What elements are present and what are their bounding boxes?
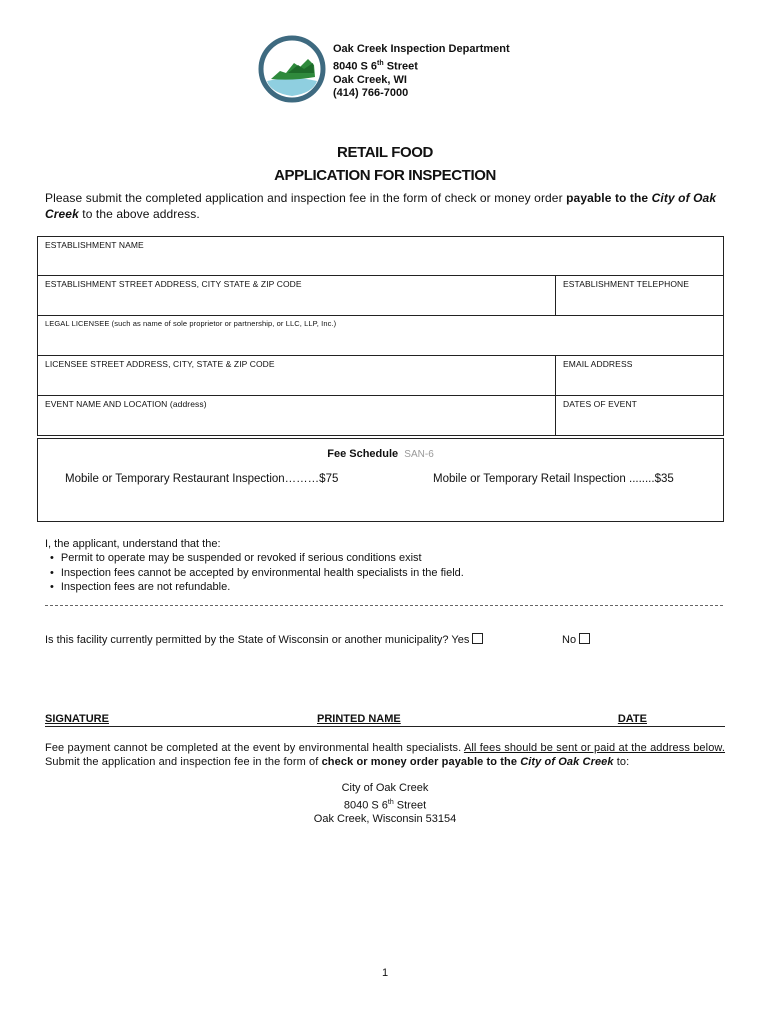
department-phone: (414) 766-7000 xyxy=(333,87,409,100)
department-name: Oak Creek Inspection Department xyxy=(333,43,510,55)
date-label: DATE xyxy=(617,713,647,725)
page-number: 1 xyxy=(381,967,389,979)
establishment-address-field[interactable]: ESTABLISHMENT STREET ADDRESS, CITY STATE & ZIP CODE xyxy=(38,276,556,316)
permitted-question-text: Is this facility currently permitted by the State of Wisconsin or another municipality? xyxy=(45,634,449,646)
list-item: • Inspection fees are not refundable. xyxy=(45,580,464,594)
mailing-city: Oak Creek, Wisconsin 53154 xyxy=(313,812,457,825)
fee-schedule-title: Fee Schedule SAN-6 xyxy=(327,448,434,460)
email-address-field[interactable]: EMAIL ADDRESS xyxy=(556,356,724,396)
establishment-name-field[interactable]: ESTABLISHMENT NAME xyxy=(38,237,724,276)
department-city: Oak Creek, WI xyxy=(333,73,407,86)
legal-licensee-field[interactable]: LEGAL LICENSEE (such as name of sole proprietor or partnership, or LLC, LLP, Inc.) xyxy=(38,316,724,356)
yes-label: Yes xyxy=(451,634,470,646)
event-name-location-field[interactable]: EVENT NAME AND LOCATION (address) xyxy=(38,396,556,436)
mailing-street: 8040 S 6th Street xyxy=(343,798,427,812)
mailing-name: City of Oak Creek xyxy=(341,782,429,794)
fee-schedule-box xyxy=(37,438,724,522)
no-checkbox[interactable] xyxy=(579,633,590,644)
licensee-address-field[interactable]: LICENSEE STREET ADDRESS, CITY, STATE & ZIP CODE xyxy=(38,356,556,396)
list-item: • Inspection fees cannot be accepted by environmental health specialists in the field. xyxy=(45,566,464,580)
intro-paragraph: Please submit the completed application and inspection fee in the form of check or money order payable to the City of Oak Creek to the above address. xyxy=(45,191,717,221)
signature-label: SIGNATURE xyxy=(45,713,109,725)
retail-fee: Mobile or Temporary Retail Inspection ........$35 xyxy=(433,473,674,485)
event-dates-field[interactable]: DATES OF EVENT xyxy=(556,396,724,436)
no-label: No xyxy=(562,634,577,646)
yes-checkbox[interactable] xyxy=(472,633,483,644)
permitted-question xyxy=(45,633,483,646)
dashed-divider xyxy=(45,605,723,606)
signature-line[interactable] xyxy=(45,713,725,727)
application-form-table xyxy=(37,236,724,436)
restaurant-fee: Mobile or Temporary Restaurant Inspection………$75 xyxy=(65,473,339,485)
department-header xyxy=(333,43,510,101)
list-item: • Permit to operate may be suspended or revoked if serious conditions exist xyxy=(45,551,464,565)
printed-name-label: PRINTED NAME xyxy=(317,713,401,725)
department-street: 8040 S 6th Street xyxy=(333,59,418,73)
acknowledgement-intro: I, the applicant, understand that the: xyxy=(45,538,221,550)
mailing-address xyxy=(0,782,770,826)
fee-schedule-code: SAN-6 xyxy=(404,449,434,460)
payment-instructions: Fee payment cannot be completed at the event by environmental health specialists. All fees should be sent or paid at the address below. Submit the application and inspection fee in the form of check or money order payable to the City of Oak Creek to: xyxy=(45,742,726,768)
form-subtitle: APPLICATION FOR INSPECTION xyxy=(274,167,496,184)
applicant-acknowledgement xyxy=(45,537,464,594)
establishment-telephone-field[interactable]: ESTABLISHMENT TELEPHONE xyxy=(556,276,724,316)
no-option xyxy=(562,633,590,646)
city-logo xyxy=(258,35,326,103)
form-title: RETAIL FOOD xyxy=(337,144,433,161)
